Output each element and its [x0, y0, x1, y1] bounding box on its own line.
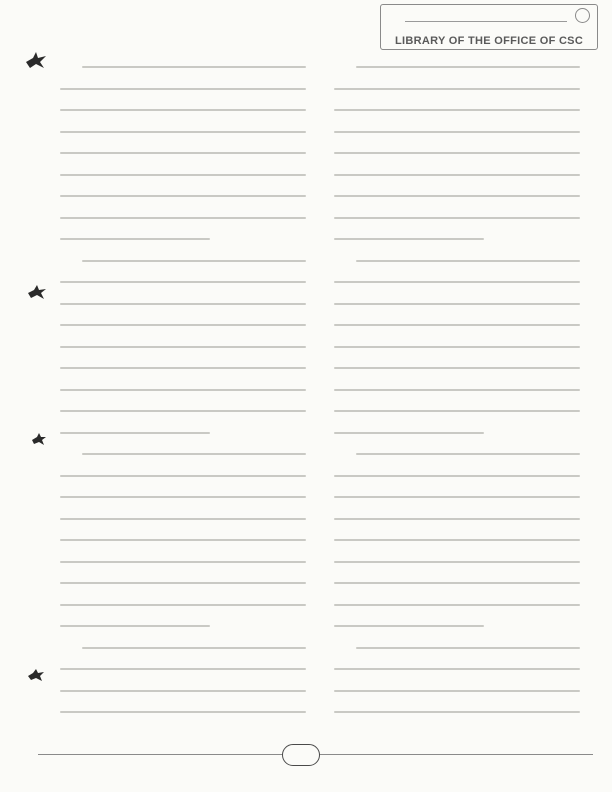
text-line	[60, 432, 210, 434]
text-line	[82, 647, 306, 649]
text-line	[334, 324, 580, 326]
text-line	[334, 582, 580, 584]
text-line	[60, 668, 306, 670]
text-line	[60, 496, 306, 498]
text-line	[60, 324, 306, 326]
text-line	[334, 518, 580, 520]
text-line	[82, 453, 306, 455]
text-line	[60, 238, 210, 240]
text-line	[60, 604, 306, 606]
text-line	[82, 260, 306, 262]
text-line	[334, 174, 580, 176]
seal-icon	[575, 8, 590, 23]
text-line	[60, 217, 306, 219]
text-line	[334, 389, 580, 391]
left-column	[60, 58, 306, 744]
right-column	[334, 58, 580, 744]
text-line	[334, 561, 580, 563]
text-line	[334, 410, 580, 412]
text-line	[356, 453, 580, 455]
text-line	[334, 475, 580, 477]
text-line	[60, 518, 306, 520]
text-line	[356, 647, 580, 649]
text-line	[60, 131, 306, 133]
text-line	[334, 367, 580, 369]
ink-splatter-icon	[24, 50, 48, 70]
text-line	[60, 539, 306, 541]
text-line	[60, 152, 306, 154]
text-line	[334, 281, 580, 283]
text-line	[334, 432, 484, 434]
text-line	[60, 281, 306, 283]
text-line	[60, 389, 306, 391]
text-line	[60, 690, 306, 692]
text-line	[60, 303, 306, 305]
text-line	[60, 174, 306, 176]
text-line	[334, 238, 484, 240]
text-line	[60, 195, 306, 197]
text-line	[334, 131, 580, 133]
text-line	[334, 690, 580, 692]
text-line	[60, 561, 306, 563]
text-line	[334, 496, 580, 498]
text-line	[334, 604, 580, 606]
text-line	[334, 152, 580, 154]
library-stamp	[380, 4, 598, 50]
ink-splatter-icon	[26, 284, 48, 300]
text-line	[82, 66, 306, 68]
text-line	[334, 88, 580, 90]
text-line	[60, 711, 306, 713]
text-line	[60, 475, 306, 477]
stamp-label: LIBRARY OF THE OFFICE OF CSC	[395, 35, 584, 47]
text-line	[334, 195, 580, 197]
text-line	[334, 109, 580, 111]
text-line	[356, 66, 580, 68]
text-line	[60, 109, 306, 111]
ink-splatter-icon	[26, 668, 46, 682]
text-line	[334, 217, 580, 219]
text-line	[334, 668, 580, 670]
text-line	[60, 367, 306, 369]
page-number-badge	[282, 744, 320, 766]
text-line	[334, 303, 580, 305]
stamp-rule	[405, 21, 567, 22]
text-line	[334, 711, 580, 713]
text-line	[334, 625, 484, 627]
text-line	[60, 582, 306, 584]
text-line	[334, 539, 580, 541]
text-line	[60, 410, 306, 412]
text-line	[356, 260, 580, 262]
text-line	[60, 88, 306, 90]
text-line	[60, 625, 210, 627]
text-line	[334, 346, 580, 348]
text-line	[60, 346, 306, 348]
ink-splatter-icon	[30, 432, 48, 446]
